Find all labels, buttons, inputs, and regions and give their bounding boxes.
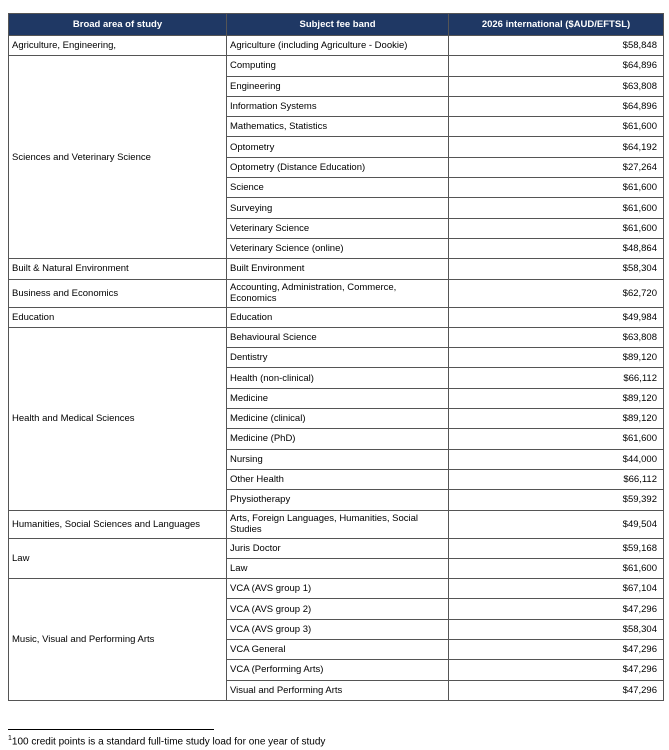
table-row [9, 259, 664, 279]
fee-amount-cell: $66,112 [449, 368, 664, 388]
fee-band-cell: Health (non-clinical) [227, 368, 449, 388]
fee-table [8, 13, 664, 701]
fee-amount-cell: $47,296 [449, 599, 664, 619]
fee-band-cell: Veterinary Science [227, 218, 449, 238]
fee-band-cell: VCA (AVS group 1) [227, 579, 449, 599]
table-row [9, 307, 664, 327]
broad-area-cell: Agriculture, Engineering, [9, 36, 227, 56]
fee-amount-cell: $64,192 [449, 137, 664, 157]
broad-area-cell: Business and Economics [9, 279, 227, 307]
fee-band-cell: Medicine (PhD) [227, 429, 449, 449]
fee-band-cell: Education [227, 307, 449, 327]
fee-band-cell: Surveying [227, 198, 449, 218]
fee-band-cell: Science [227, 178, 449, 198]
fee-amount-cell: $64,896 [449, 56, 664, 76]
fee-amount-cell: $59,392 [449, 490, 664, 510]
footnote [8, 735, 325, 747]
fee-band-cell: Veterinary Science (online) [227, 238, 449, 258]
fee-band-cell: Juris Doctor [227, 538, 449, 558]
fee-amount-cell: $59,168 [449, 538, 664, 558]
fee-band-cell: Medicine [227, 388, 449, 408]
fee-amount-cell: $48,864 [449, 238, 664, 258]
fee-band-cell: Optometry [227, 137, 449, 157]
fee-amount-cell: $62,720 [449, 279, 664, 307]
footnote-divider [8, 729, 214, 730]
fee-amount-cell: $61,600 [449, 198, 664, 218]
fee-amount-cell: $63,808 [449, 76, 664, 96]
table-row [9, 579, 664, 599]
fee-amount-cell: $58,304 [449, 619, 664, 639]
fee-amount-cell: $49,504 [449, 510, 664, 538]
fee-band-cell: Physiotherapy [227, 490, 449, 510]
broad-area-cell: Law [9, 538, 227, 579]
fee-amount-cell: $61,600 [449, 558, 664, 578]
fee-amount-cell: $58,304 [449, 259, 664, 279]
table-row [9, 36, 664, 56]
broad-area-cell: Music, Visual and Performing Arts [9, 579, 227, 701]
fee-amount-cell: $47,296 [449, 640, 664, 660]
broad-area-cell: Education [9, 307, 227, 327]
fee-band-cell: Law [227, 558, 449, 578]
fee-band-cell: Visual and Performing Arts [227, 680, 449, 700]
broad-area-cell: Health and Medical Sciences [9, 327, 227, 510]
fee-amount-cell: $61,600 [449, 178, 664, 198]
table-row [9, 279, 664, 307]
table-header-row [9, 14, 664, 36]
fee-band-cell: VCA (AVS group 3) [227, 619, 449, 639]
table-row [9, 510, 664, 538]
fee-amount-cell: $58,848 [449, 36, 664, 56]
fee-band-cell: Engineering [227, 76, 449, 96]
broad-area-cell: Humanities, Social Sciences and Languages [9, 510, 227, 538]
broad-area-cell: Sciences and Veterinary Science [9, 56, 227, 259]
fee-amount-cell: $64,896 [449, 96, 664, 116]
fee-amount-cell: $89,120 [449, 388, 664, 408]
fee-amount-cell: $89,120 [449, 348, 664, 368]
fee-amount-cell: $47,296 [449, 660, 664, 680]
fee-amount-cell: $61,600 [449, 117, 664, 137]
fee-band-cell: Dentistry [227, 348, 449, 368]
fee-amount-cell: $63,808 [449, 327, 664, 347]
fee-band-cell: Built Environment [227, 259, 449, 279]
fee-amount-cell: $89,120 [449, 409, 664, 429]
fee-band-cell: Agriculture (including Agriculture - Dookie) [227, 36, 449, 56]
fee-amount-cell: $61,600 [449, 429, 664, 449]
footnote-text: 100 credit points is a standard full-time study load for one year of study [11, 736, 326, 748]
fee-amount-cell: $67,104 [449, 579, 664, 599]
table-row [9, 538, 664, 558]
fee-band-cell: Information Systems [227, 96, 449, 116]
fee-band-cell: VCA (Performing Arts) [227, 660, 449, 680]
fee-band-cell: Other Health [227, 469, 449, 489]
fee-amount-cell: $27,264 [449, 157, 664, 177]
fee-band-cell: Behavioural Science [227, 327, 449, 347]
table-body [9, 36, 664, 701]
footnote-marker: 1 [8, 735, 12, 742]
fee-amount-cell: $66,112 [449, 469, 664, 489]
column-header-international-fee: 2026 international ($AUD/EFTSL) [449, 14, 664, 36]
fee-band-cell: Arts, Foreign Languages, Humanities, Social Studies [227, 510, 449, 538]
fee-amount-cell: $61,600 [449, 218, 664, 238]
fee-band-cell: Accounting, Administration, Commerce, Economics [227, 279, 449, 307]
fee-band-cell: VCA General [227, 640, 449, 660]
fee-band-cell: Computing [227, 56, 449, 76]
table-row [9, 56, 664, 76]
fee-amount-cell: $49,984 [449, 307, 664, 327]
fee-band-cell: VCA (AVS group 2) [227, 599, 449, 619]
fee-band-cell: Nursing [227, 449, 449, 469]
broad-area-cell: Built & Natural Environment [9, 259, 227, 279]
column-header-fee-band: Subject fee band [227, 14, 449, 36]
fee-band-cell: Medicine (clinical) [227, 409, 449, 429]
column-header-broad-area: Broad area of study [9, 14, 227, 36]
table-row [9, 327, 664, 347]
fee-band-cell: Mathematics, Statistics [227, 117, 449, 137]
fee-amount-cell: $44,000 [449, 449, 664, 469]
fee-amount-cell: $47,296 [449, 680, 664, 700]
fee-band-cell: Optometry (Distance Education) [227, 157, 449, 177]
